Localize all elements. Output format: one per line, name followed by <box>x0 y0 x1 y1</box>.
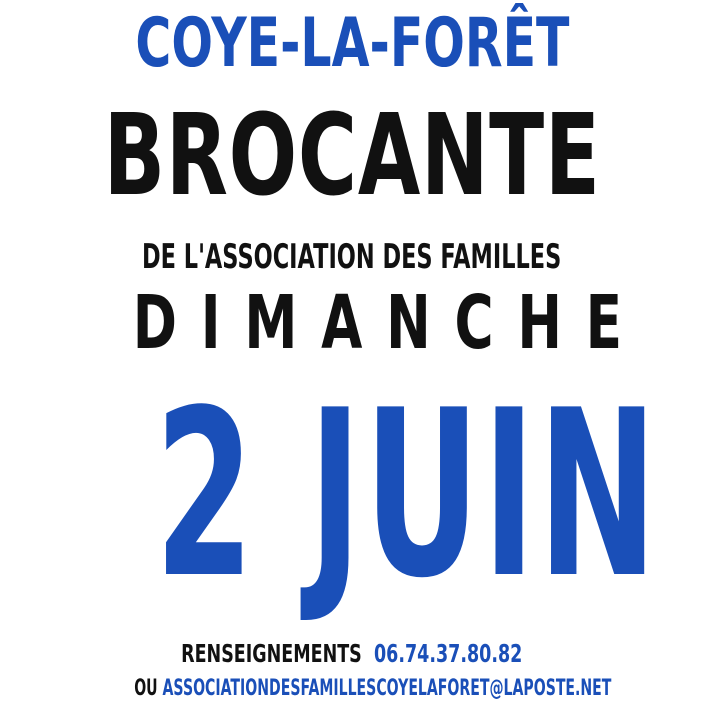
or-label: OU <box>134 676 158 701</box>
contact-email-line <box>0 674 704 704</box>
event-date <box>0 362 704 629</box>
organizer-text: DE L'ASSOCIATION DES FAMILLES <box>142 237 562 277</box>
day-of-week <box>0 280 704 366</box>
phone-number: 06.74.37.80.82 <box>374 639 523 668</box>
town-name: COYE-LA-FORÊT <box>134 4 570 83</box>
event-title-text: BROCANTE <box>103 91 601 221</box>
email-address: ASSOCIATIONDESFAMILLESCOYELAFORET@LAPOSTE.NET <box>162 676 612 701</box>
organizer-line <box>0 232 704 282</box>
info-label: RENSEIGNEMENTS <box>181 639 363 668</box>
event-title <box>0 92 704 220</box>
town-heading <box>0 4 704 84</box>
day-of-week-text: DIMANCHE <box>132 280 646 366</box>
contact-phone-line <box>0 636 704 672</box>
event-date-text: 2 JUIN <box>154 362 660 629</box>
